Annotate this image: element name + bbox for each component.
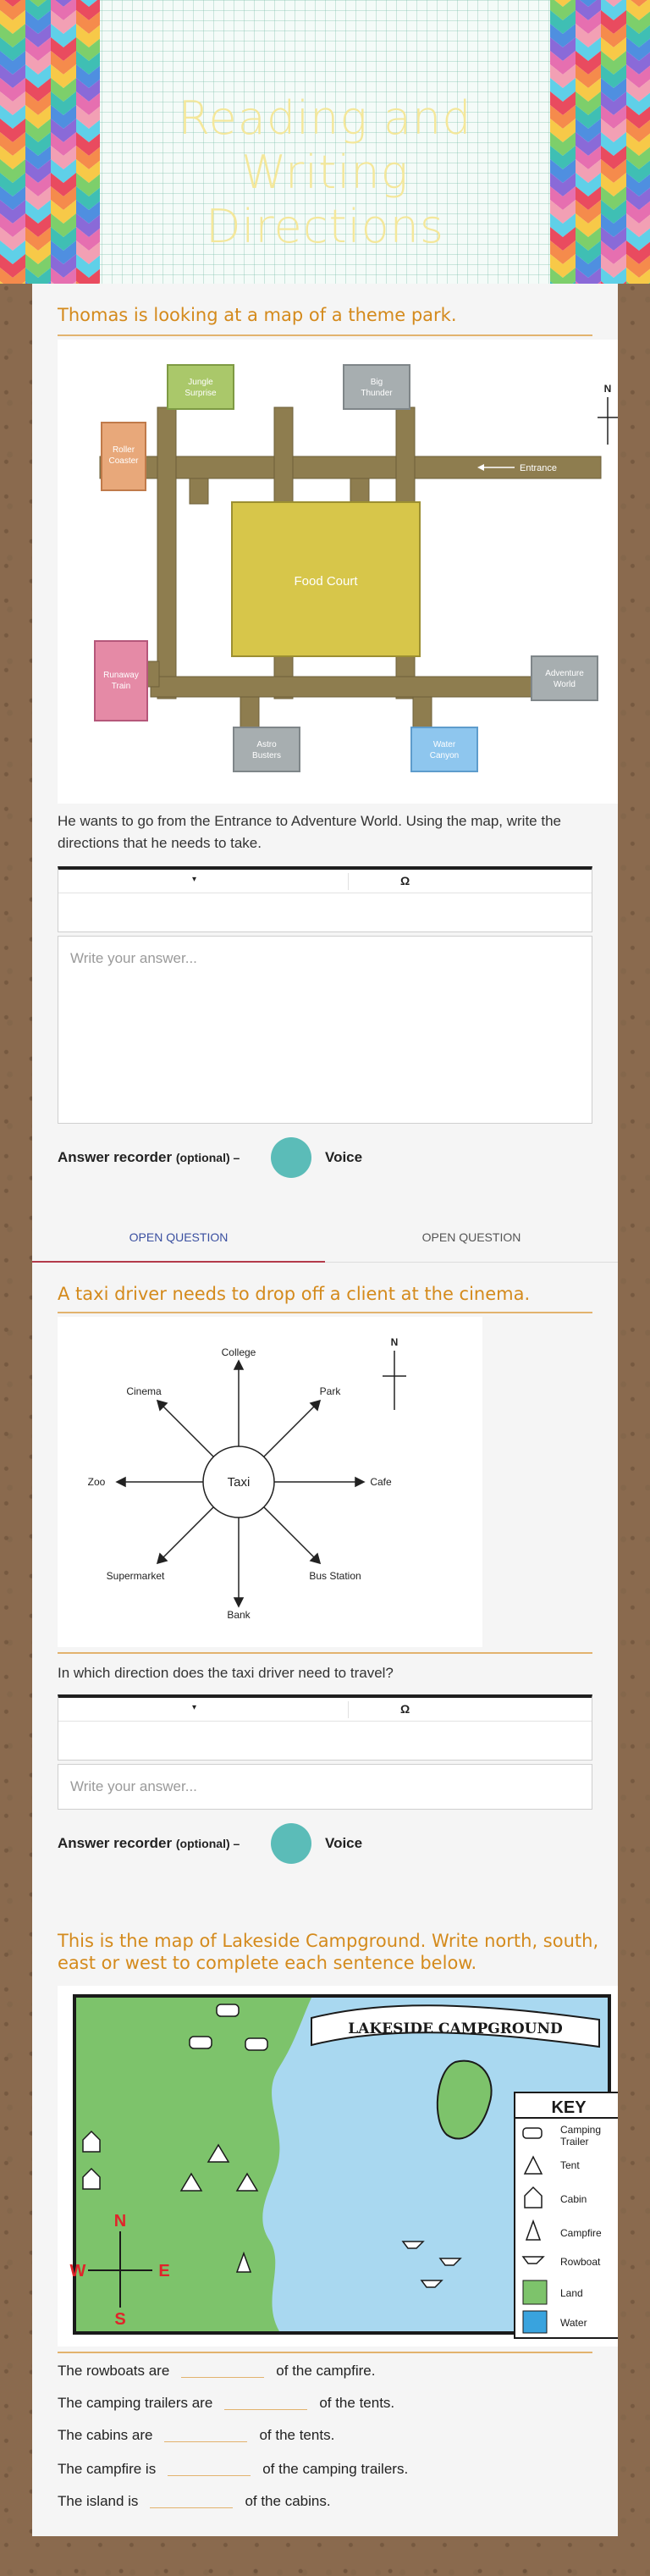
water-swatch [523,2311,547,2333]
recorder-optional: (optional) – [175,1151,240,1164]
svg-text:Camping: Camping [560,2124,602,2136]
water-canyon-label-2: Canyon [429,751,460,760]
college-label: College [221,1346,256,1358]
special-characters-button[interactable]: Ω [400,874,410,887]
recorder-label: Answer recorder [58,1149,173,1165]
sentence-2-after: of the tents. [319,2395,395,2411]
adventure-world-label-1: Adventure [545,669,584,678]
blank-input-4[interactable] [168,2463,251,2476]
question-2-text: In which direction does the taxi driver need to travel? [58,1665,394,1681]
tab-open-question-2[interactable]: OPEN QUESTION [421,1230,521,1244]
jungle-surprise-label-2: Surprise [185,389,217,398]
divider [58,1652,592,1654]
park-label: Park [319,1385,341,1397]
svg-text:Campfire: Campfire [560,2227,602,2239]
adventure-world-label-2: World [554,680,576,689]
question-1-text: He wants to go from the Entrance to Adventure World. Using the map, write the directions that he needs to take. [58,813,561,851]
campground-map [58,1986,618,2347]
map-key [515,2092,618,2338]
svg-text:S: S [114,2310,126,2329]
question-1-title: Thomas is looking at a map of a theme park. [58,305,457,325]
supermarket-label: Supermarket [106,1570,165,1582]
blank-input-5[interactable] [150,2495,233,2508]
toolbar-separator [348,1701,349,1718]
question-2-title: A taxi driver needs to drop off a client at the cinema. [58,1284,531,1304]
recorder-label: Answer recorder [58,1835,173,1851]
toolbar-row [58,870,592,893]
jungle-surprise-label-1: Jungle [188,378,213,387]
record-button[interactable] [271,1823,311,1864]
record-button[interactable] [271,1137,311,1178]
cinema-label: Cinema [126,1385,162,1397]
taxi-map [58,1317,482,1647]
water-canyon-label-1: Water [432,740,456,749]
sentence-5-before: The island is [58,2493,139,2509]
sentence-1-before: The rowboats are [58,2363,170,2379]
blank-input-3[interactable] [164,2429,247,2442]
chevron-pattern-left [0,0,100,284]
voice-label: Voice [325,1149,363,1165]
blank-input-2[interactable] [224,2396,307,2410]
rich-text-toolbar[interactable] [58,866,592,932]
sentence-1 [58,2360,375,2382]
runaway-train-label-2: Train [111,682,131,691]
sentence-3-before: The cabins are [58,2427,153,2443]
page-title-line-1: Reading and Writing [178,91,472,199]
svg-text:Land: Land [560,2287,583,2299]
sentence-3 [58,2424,334,2446]
header-banner [0,0,650,284]
svg-text:Cabin: Cabin [560,2193,587,2205]
big-thunder-label-1: Big [370,378,383,387]
trailer-icon [523,2128,542,2138]
cafe-label: Cafe [370,1476,392,1488]
format-dropdown[interactable]: ▾ [192,1703,197,1712]
divider [58,2352,592,2353]
question-tabs [32,1213,618,1263]
question-3-title [58,1930,598,1974]
runaway-train-label-1: Runaway [103,671,139,680]
roller-coaster-label-1: Roller [112,445,135,455]
north-arrow-icon [598,383,618,445]
land-swatch [523,2280,547,2304]
format-dropdown[interactable]: ▾ [192,875,197,884]
svg-text:KEY: KEY [551,2098,587,2117]
divider [58,334,592,336]
question-panel [32,284,618,2536]
zoo-label: Zoo [87,1476,106,1488]
question-3-title-line-2: east or west to complete each sentence below. [58,1953,477,1973]
taxi-label: Taxi [227,1475,251,1490]
sentence-2 [58,2392,394,2414]
page-title [102,91,548,254]
recorder-optional: (optional) – [175,1837,240,1850]
question-3-title-line-1: This is the map of Lakeside Campground. Write north, south, [58,1931,599,1951]
theme-park-map-canvas [58,340,618,804]
answer-recorder-2 [58,1823,592,1864]
divider [58,1312,592,1313]
sentence-4 [58,2458,408,2480]
bank-label: Bank [227,1609,251,1621]
svg-text:N: N [113,2212,127,2231]
astro-busters-label-1: Astro [256,740,277,749]
sentence-1-after: of the campfire. [276,2363,376,2379]
north-arrow-icon [383,1336,406,1410]
entrance-label: Entrance [520,463,558,473]
answer-textarea-2[interactable]: Write your answer... [58,1764,592,1810]
sentence-5 [58,2490,331,2512]
special-characters-button[interactable]: Ω [400,1702,410,1716]
answer-recorder-1 [58,1137,592,1178]
food-court-label: Food Court [294,574,358,589]
banner-text: LAKESIDE CAMPGROUND [348,2020,563,2037]
sentence-4-after: of the camping trailers. [262,2461,409,2477]
page-title-line-2: Directions [205,200,445,253]
toolbar-row [58,1698,592,1722]
astro-busters-label-2: Busters [252,751,281,760]
blank-input-1[interactable] [181,2364,264,2378]
svg-text:Tent: Tent [560,2159,580,2171]
bus-station-label: Bus Station [309,1570,361,1582]
voice-label: Voice [325,1835,363,1851]
rich-text-toolbar[interactable] [58,1694,592,1761]
svg-text:N: N [603,383,612,395]
svg-text:N: N [390,1336,399,1348]
answer-textarea-1[interactable]: Write your answer... [58,936,592,1124]
sentence-2-before: The camping trailers are [58,2395,213,2411]
svg-text:Rowboat: Rowboat [560,2256,601,2268]
sentence-4-before: The campfire is [58,2461,157,2477]
svg-text:Trailer: Trailer [560,2136,589,2148]
svg-text:W: W [69,2262,86,2280]
sentence-3-after: of the tents. [259,2427,335,2443]
chevron-pattern-right [550,0,650,284]
sentence-5-after: of the cabins. [245,2493,331,2509]
tab-open-question-1[interactable]: OPEN QUESTION [32,1213,325,1263]
svg-text:E: E [158,2262,170,2280]
roller-coaster-label-2: Coaster [108,456,139,466]
svg-text:Water: Water [560,2317,587,2329]
toolbar-separator [348,873,349,890]
big-thunder-label-2: Thunder [361,389,393,398]
